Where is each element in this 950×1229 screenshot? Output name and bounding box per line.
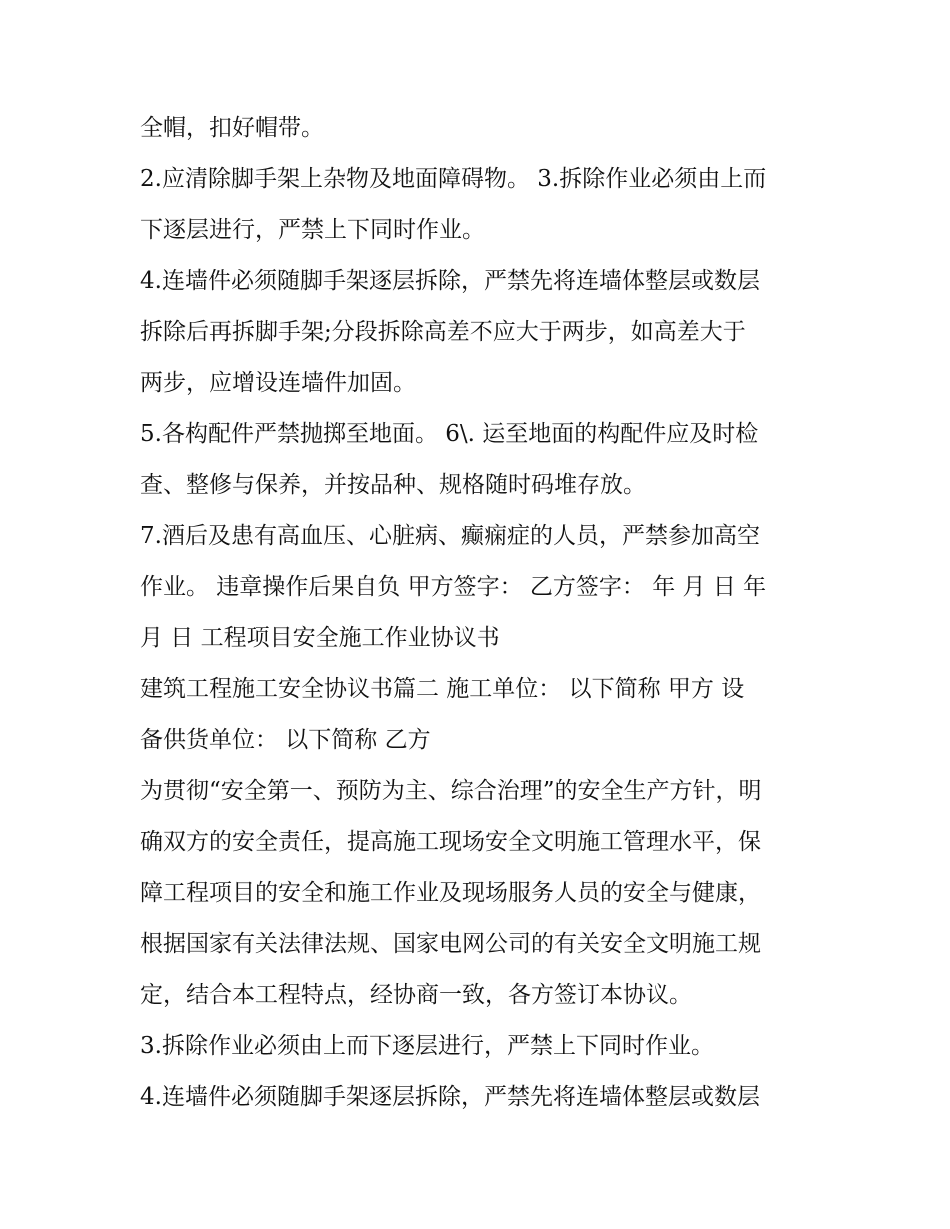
text-line: 根据国家有关法律法规、国家电网公司的有关安全文明施工规 <box>140 931 761 957</box>
text-line: 2.应清除脚手架上杂物及地面障碍物。 3.拆除作业必须由上而 <box>140 166 767 192</box>
text-line: 下逐层进行，严禁上下同时作业。 <box>140 217 485 243</box>
text-line: 为贯彻“安全第一、预防为主、综合治理”的安全生产方针，明 <box>140 778 762 804</box>
text-line: 4.连墙件必须随脚手架逐层拆除，严禁先将连墙体整层或数层 <box>140 1084 760 1110</box>
text-line: 障工程项目的安全和施工作业及现场服务人员的安全与健康， <box>140 880 761 906</box>
text-line: 建筑工程施工安全协议书篇二 施工单位： 以下简称 甲方 设 <box>140 676 745 702</box>
text-line: 全帽，扣好帽带。 <box>140 115 324 141</box>
text-line: 5.各构配件严禁抛掷至地面。 6\. 运至地面的构配件应及时检 <box>140 421 759 447</box>
text-line: 7.酒后及患有高血压、心脏病、癫痫症的人员，严禁参加高空 <box>140 523 760 549</box>
text-line: 4.连墙件必须随脚手架逐层拆除，严禁先将连墙体整层或数层 <box>140 268 760 294</box>
text-line: 确双方的安全责任，提高施工现场安全文明施工管理水平，保 <box>140 829 761 855</box>
text-line: 查、整修与保养，并按品种、规格随时码堆存放。 <box>140 472 646 498</box>
text-line: 备供货单位： 以下简称 乙方 <box>140 727 431 753</box>
text-line: 3.拆除作业必须由上而下逐层进行，严禁上下同时作业。 <box>140 1033 714 1059</box>
text-line: 作业。 违章操作后果自负 甲方签字： 乙方签字： 年 月 日 年 <box>140 574 767 600</box>
text-line: 两步，应增设连墙件加固。 <box>140 370 416 396</box>
document-body <box>140 103 830 1123</box>
text-line: 拆除后再拆脚手架;分段拆除高差不应大于两步，如高差大于 <box>140 319 746 345</box>
text-line: 定，结合本工程特点，经协商一致，各方签订本协议。 <box>140 982 692 1008</box>
text-line: 月 日 工程项目安全施工作业协议书 <box>140 625 500 651</box>
